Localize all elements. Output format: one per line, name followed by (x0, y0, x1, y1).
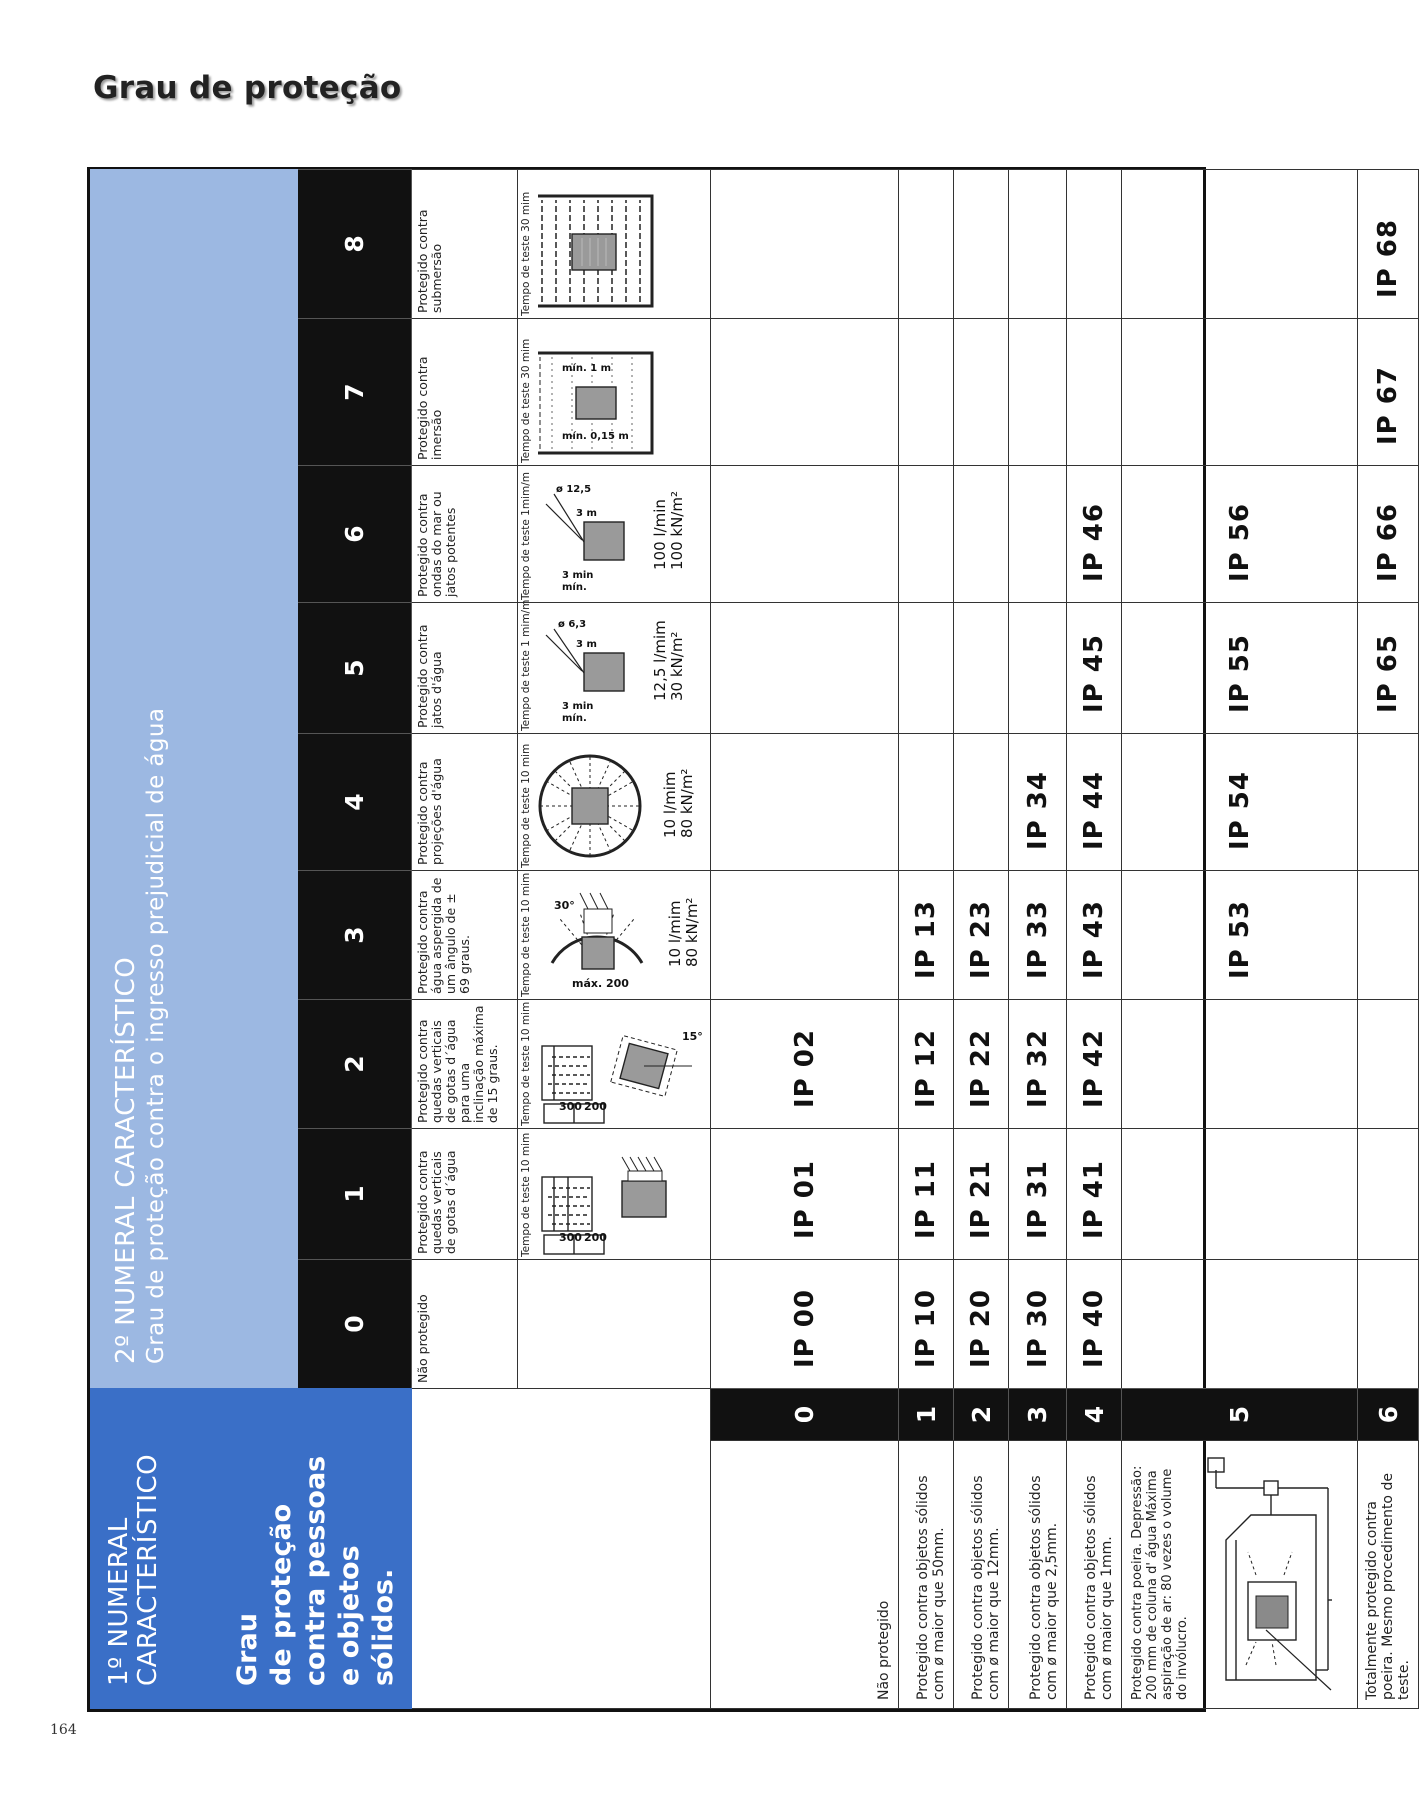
ip-code (711, 871, 899, 1000)
ip-code (1358, 1129, 1419, 1260)
dim-label: 200 (584, 1231, 607, 1244)
first-numeral-title (105, 1407, 163, 1686)
flow-pressure: 80 kN/m² (683, 897, 701, 967)
ip-code: IP 66 (1358, 466, 1419, 603)
second-numeral-header (91, 169, 298, 1388)
column-description: Protegido contra ondas do mar ou jatos potentes (412, 466, 518, 603)
ip-code (711, 603, 899, 734)
ip-code (711, 734, 899, 871)
flow-values (662, 736, 696, 868)
column-number: 1 (297, 1129, 411, 1260)
angle-label: 30° (554, 899, 575, 912)
dust-chamber-diagram (1196, 1450, 1336, 1700)
ip-code (954, 169, 1009, 318)
test-cell-6 (518, 466, 711, 603)
dim-label: máx. 200 (572, 977, 629, 990)
ip-code (1122, 1260, 1358, 1389)
jet-test-diagram (532, 599, 642, 731)
ip-code: IP 34 (1009, 734, 1067, 871)
first-numeral-subtitle (231, 1407, 401, 1686)
test-time-label: Tempo de teste 10 mim (520, 1132, 532, 1257)
ip-code: IP 33 (1009, 871, 1067, 1000)
test-time-label: Tempo de teste 1mim/m (520, 472, 532, 600)
ip-code: IP 20 (954, 1260, 1009, 1389)
column-description: Não protegido (412, 1260, 518, 1389)
test-cell-1 (518, 1129, 711, 1260)
column-number: 3 (297, 871, 411, 1000)
ip-code (899, 319, 954, 466)
depth-label: mín. 0,15 m (562, 431, 629, 442)
column-number: 8 (297, 169, 411, 318)
ip-code: IP 11 (899, 1129, 954, 1260)
drip-test-diagram (532, 1133, 707, 1257)
first-numeral-subtitle-line: contra pessoas (300, 1455, 331, 1686)
column-description: Protegido contra jatos d'água (412, 603, 518, 734)
test-time-label: Tempo de teste 10 mim (520, 743, 532, 868)
row-description: Protegido contra objetos sólidos com ø maior que 50mm. (899, 1441, 954, 1709)
column-description: Protegido contra projeções d'água (412, 734, 518, 871)
column-description: Protegido contra submersão (412, 169, 518, 318)
ip-protection-table (90, 169, 1419, 1709)
ip-code: IP 65 (1358, 603, 1419, 734)
column-number: 2 (297, 1000, 411, 1129)
ip-code (1358, 734, 1419, 871)
row-description: Totalmente protegido contra poeira. Mesmo procedimento de teste. (1358, 1441, 1419, 1709)
ip-code: IP 53 (1122, 871, 1358, 1000)
distance-label: 3 m (576, 508, 597, 519)
row-description: Protegido contra objetos sólidos com ø maior que 12mm. (954, 1441, 1009, 1709)
test-cell-7 (518, 319, 711, 466)
row-description-dust (1122, 1441, 1358, 1709)
ip-code: IP 55 (1122, 603, 1358, 734)
dim-label: 200 (584, 1100, 607, 1113)
distance-label: 3 m (576, 639, 597, 650)
depth-label: mín. 1 m (562, 363, 612, 374)
column-description: Protegido contra quedas verticais de gotas d´água (412, 1129, 518, 1260)
min-label: 3 min (562, 701, 594, 712)
header-blank-cell (412, 1389, 711, 1709)
column-number: 6 (297, 466, 411, 603)
flow-pressure: 100 kN/m² (668, 491, 686, 570)
min-label: mín. (562, 713, 587, 724)
page-title: Grau de proteção (93, 70, 402, 106)
test-cell-empty (518, 1260, 711, 1389)
flow-values (652, 605, 686, 731)
ip-code (954, 603, 1009, 734)
column-number: 5 (297, 603, 411, 734)
ip-code: IP 43 (1067, 871, 1122, 1000)
test-cell-5 (518, 599, 711, 734)
ip-code (1009, 603, 1067, 734)
test-cell-2 (518, 1000, 711, 1129)
test-time-label: Tempo de teste 30 mim (520, 191, 532, 316)
first-numeral-title-line2: CARACTERÍSTICO (133, 1453, 163, 1686)
second-numeral-subtitle: Grau de proteção contra o ingresso prejudicial de água (143, 707, 169, 1364)
row-description: Protegido contra poeira. Depressão: 200 mm de coluna d' água Máxima aspiração de ar: 80 vezes o volume do invólucro. (1130, 1465, 1190, 1700)
ip-code (711, 169, 899, 318)
nozzle-label: ø 12,5 (556, 484, 592, 495)
ip-code (954, 734, 1009, 871)
flow-rate: 100 l/min (651, 499, 669, 570)
column-number: 0 (297, 1260, 411, 1389)
flow-values (652, 468, 686, 600)
ip-code: IP 22 (954, 1000, 1009, 1129)
nozzle-label: ø 6,3 (558, 619, 587, 630)
ip-code (1067, 319, 1122, 466)
test-time-label: Tempo de teste 10 mim (520, 872, 532, 997)
second-numeral-title: 2º NUMERAL CARACTERÍSTICO (111, 956, 141, 1364)
ip-code: IP 01 (711, 1129, 899, 1260)
ip-code (1122, 1129, 1358, 1260)
test-cell-3 (518, 871, 711, 1000)
test-time-label: Tempo de teste 30 mim (520, 338, 532, 463)
ip-code (954, 319, 1009, 466)
submersion-test-diagram (532, 174, 667, 316)
ip-table-rotated (90, 170, 1412, 1709)
test-cell-8 (518, 169, 711, 318)
row-number: 1 (899, 1389, 954, 1441)
row-number: 0 (711, 1389, 899, 1441)
column-description: Protegido contra água aspergida de um ângulo de ± 69 graus. (412, 871, 518, 1000)
flow-rate: 10 l/mim (661, 771, 679, 838)
ip-code (899, 603, 954, 734)
test-time-label: Tempo de teste 10 mim (520, 1001, 532, 1126)
splash-circle-test-diagram (532, 744, 652, 868)
immersion-test-diagram (532, 321, 667, 463)
ip-code (1358, 1260, 1419, 1389)
ip-code: IP 42 (1067, 1000, 1122, 1129)
column-number: 4 (297, 734, 411, 871)
ip-code (711, 319, 899, 466)
ip-code (1122, 1000, 1358, 1129)
ip-code: IP 46 (1067, 466, 1122, 603)
row-description: Protegido contra objetos sólidos com ø maior que 1mm. (1067, 1441, 1122, 1709)
dim-label: 300 (559, 1231, 582, 1244)
row-number: 4 (1067, 1389, 1122, 1441)
ip-table-frame (87, 167, 1412, 1712)
row-number: 2 (954, 1389, 1009, 1441)
ip-code: IP 30 (1009, 1260, 1067, 1389)
ip-code: IP 10 (899, 1260, 954, 1389)
ip-code: IP 12 (899, 1000, 954, 1129)
flow-rate: 12,5 l/mim (651, 620, 669, 701)
ip-code: IP 67 (1358, 319, 1419, 466)
ip-code: IP 13 (899, 871, 954, 1000)
strong-jet-test-diagram (532, 460, 642, 600)
spray-arc-test-diagram (532, 873, 657, 997)
ip-code (899, 169, 954, 318)
min-label: 3 min (562, 570, 594, 581)
test-cell-4 (518, 734, 711, 871)
row-number: 3 (1009, 1389, 1067, 1441)
flow-pressure: 30 kN/m² (668, 631, 686, 701)
ip-code: IP 00 (711, 1260, 899, 1389)
ip-code: IP 21 (954, 1129, 1009, 1260)
ip-code (711, 466, 899, 603)
ip-code: IP 44 (1067, 734, 1122, 871)
ip-code: IP 40 (1067, 1260, 1122, 1389)
row-number: 5 (1122, 1389, 1358, 1441)
first-numeral-subtitle-line: e objetos (334, 1545, 365, 1686)
dim-label: 300 (559, 1100, 582, 1113)
flow-pressure: 80 kN/m² (678, 768, 696, 838)
tilted-drip-test-diagram (532, 1000, 707, 1126)
ip-code (899, 466, 954, 603)
row-number: 6 (1358, 1389, 1419, 1441)
page-number: 164 (50, 1722, 77, 1738)
row-description: Protegido contra objetos sólidos com ø maior que 2,5mm. (1009, 1441, 1067, 1709)
ip-code (1067, 169, 1122, 318)
column-description: Protegido contra imersão (412, 319, 518, 466)
ip-code: IP 31 (1009, 1129, 1067, 1260)
ip-code: IP 45 (1067, 603, 1122, 734)
first-numeral-header (91, 1389, 412, 1709)
ip-code (1358, 871, 1419, 1000)
ip-code: IP 32 (1009, 1000, 1067, 1129)
ip-code: IP 02 (711, 1000, 899, 1129)
row-description: Não protegido (711, 1441, 899, 1709)
flow-rate: 10 l/mim (666, 900, 684, 967)
test-time-label: Tempo de teste 1 mim/m (520, 599, 532, 731)
ip-code: IP 56 (1122, 466, 1358, 603)
column-description: Protegido contra quedas verticais de gotas d´água para uma inclinação máxima de 15 graus. (412, 1000, 518, 1129)
ip-code: IP 68 (1358, 169, 1419, 318)
ip-code (1009, 466, 1067, 603)
ip-code: IP 41 (1067, 1129, 1122, 1260)
first-numeral-subtitle-line: Grau (232, 1613, 263, 1686)
ip-code (954, 466, 1009, 603)
min-label: mín. (562, 582, 587, 593)
ip-code: IP 23 (954, 871, 1009, 1000)
angle-label: 15° (682, 1030, 703, 1043)
ip-code: IP 54 (1122, 734, 1358, 871)
flow-values (667, 873, 701, 997)
first-numeral-subtitle-line: sólidos. (368, 1568, 399, 1686)
ip-code (1009, 169, 1067, 318)
ip-code (1122, 169, 1358, 318)
first-numeral-title-line1: 1º NUMERAL (104, 1517, 134, 1686)
column-number: 7 (297, 319, 411, 466)
ip-code (1009, 319, 1067, 466)
ip-code (1358, 1000, 1419, 1129)
first-numeral-subtitle-line: de proteção (266, 1503, 297, 1686)
ip-code (899, 734, 954, 871)
ip-code (1122, 319, 1358, 466)
